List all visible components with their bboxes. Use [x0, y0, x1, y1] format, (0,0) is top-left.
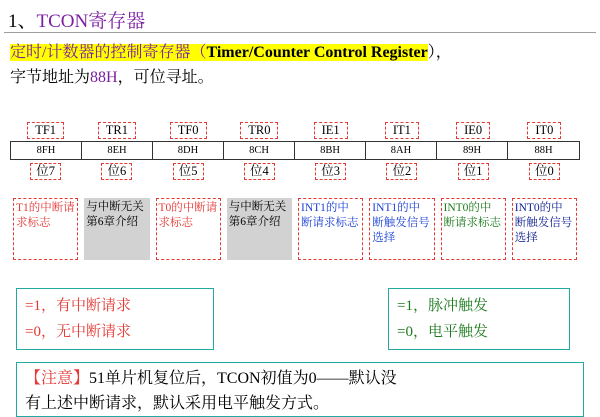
attention-line-1: [25, 366, 575, 391]
bit-description: [295, 198, 366, 260]
bit-position-cell: [224, 163, 295, 180]
intro-line-2: [10, 65, 590, 90]
bit-description-text: INT0的中断触发信号选择: [512, 198, 577, 260]
bit-position-cell: [438, 163, 509, 180]
intro-line-1: [10, 40, 590, 65]
bit-address-cell: 8FH: [11, 142, 82, 159]
bit-position-label: 位1: [458, 163, 489, 180]
attention-line-2: 有上述中断请求，默认采用电平触发方式。: [25, 395, 330, 412]
bit-address-cell: 8CH: [224, 142, 295, 159]
bit-description: [509, 198, 580, 260]
bit-description: [224, 198, 295, 260]
intro-highlight-en: Timer/Counter Control Register: [206, 44, 428, 61]
bit-description-row: [10, 198, 580, 260]
bit-description: [366, 198, 437, 260]
bit-name-cell: [153, 122, 224, 141]
bit-address-row: [10, 141, 580, 160]
bit-position-row: [10, 163, 580, 180]
bit-position-label: 位5: [173, 163, 204, 180]
title-divider: [4, 32, 596, 33]
bit-address-cell: 89H: [437, 142, 508, 159]
bit-address-cell: 8EH: [82, 142, 153, 159]
bit-name-label: IE1: [314, 122, 348, 139]
page-title-number: 1、: [8, 11, 37, 32]
page-title: [8, 6, 145, 33]
bit-position-label: 位4: [244, 163, 275, 180]
bit-name-label: TR0: [240, 122, 278, 139]
intro-highlight-cn: 定时/计数器的控制寄存器（: [10, 44, 207, 61]
note-left-line-2: =0，无中断请求: [25, 324, 131, 340]
bit-description-text: 与中断无关第6章介绍: [227, 198, 292, 260]
bit-position-cell: [153, 163, 224, 180]
bit-position-cell: [295, 163, 366, 180]
bit-name-row: [10, 122, 580, 141]
note-left-line-1: =1，有中断请求: [25, 298, 131, 314]
bit-description-text: T1的中断请求标志: [13, 198, 78, 260]
bit-position-cell: [81, 163, 152, 180]
bit-name-cell: [81, 122, 152, 141]
intro-line-2-pre: 字节地址为: [10, 69, 91, 86]
bit-name-label: TF0: [170, 122, 207, 139]
bit-name-label: TR1: [98, 122, 136, 139]
trigger-mode-note: [388, 288, 570, 350]
bit-description: [81, 198, 152, 260]
bit-position-label: 位0: [529, 163, 560, 180]
bit-name-cell: [295, 122, 366, 141]
bit-position-cell: [10, 163, 81, 180]
bit-description: [10, 198, 81, 260]
bit-description: [153, 198, 224, 260]
bit-position-label: 位2: [386, 163, 417, 180]
bit-name-label: IT1: [385, 122, 419, 139]
bit-address-cell: 8BH: [295, 142, 366, 159]
bit-position-label: 位3: [315, 163, 346, 180]
interrupt-request-note: [16, 288, 214, 350]
bit-name-cell: [10, 122, 81, 141]
bit-description: [438, 198, 509, 260]
page-title-text: TCON寄存器: [36, 11, 146, 32]
bit-name-cell: [224, 122, 295, 141]
bit-description-text: T0的中断请求标志: [156, 198, 221, 260]
bit-name-cell: [509, 122, 580, 141]
bit-name-cell: [366, 122, 437, 141]
intro-line-2-post: ，可位寻址。: [117, 69, 214, 86]
byte-address-value: 88H: [90, 69, 118, 86]
attention-note: [16, 362, 584, 417]
intro-paragraph: [10, 40, 590, 90]
tcon-register-diagram: [10, 122, 590, 180]
bit-position-label: 位7: [30, 163, 61, 180]
bit-name-label: TF1: [27, 122, 64, 139]
bit-position-cell: [366, 163, 437, 180]
bit-description-text: INT1的中断请求标志: [298, 198, 363, 260]
bit-description-text: INT1的中断触发信号选择: [369, 198, 434, 260]
bit-position-cell: [509, 163, 580, 180]
bit-address-cell: 8DH: [153, 142, 224, 159]
bit-name-label: IE0: [456, 122, 490, 139]
intro-line-1-tail: ），: [427, 44, 452, 61]
bit-description-text: 与中断无关第6章介绍: [84, 198, 149, 260]
note-right-line-1: =1，脉冲触发: [397, 298, 488, 314]
attention-tag: 【注意】: [25, 370, 90, 387]
bit-description-text: INT0的中断请求标志: [441, 198, 506, 260]
attention-text-1: 51单片机复位后，TCON初值为0——默认没: [89, 370, 397, 387]
bit-name-cell: [438, 122, 509, 141]
bit-address-cell: 88H: [534, 145, 553, 156]
bit-position-label: 位6: [101, 163, 132, 180]
bit-address-cell: 8AH: [366, 142, 437, 159]
note-right-line-2: =0，电平触发: [397, 324, 488, 340]
bit-name-label: IT0: [527, 122, 561, 139]
